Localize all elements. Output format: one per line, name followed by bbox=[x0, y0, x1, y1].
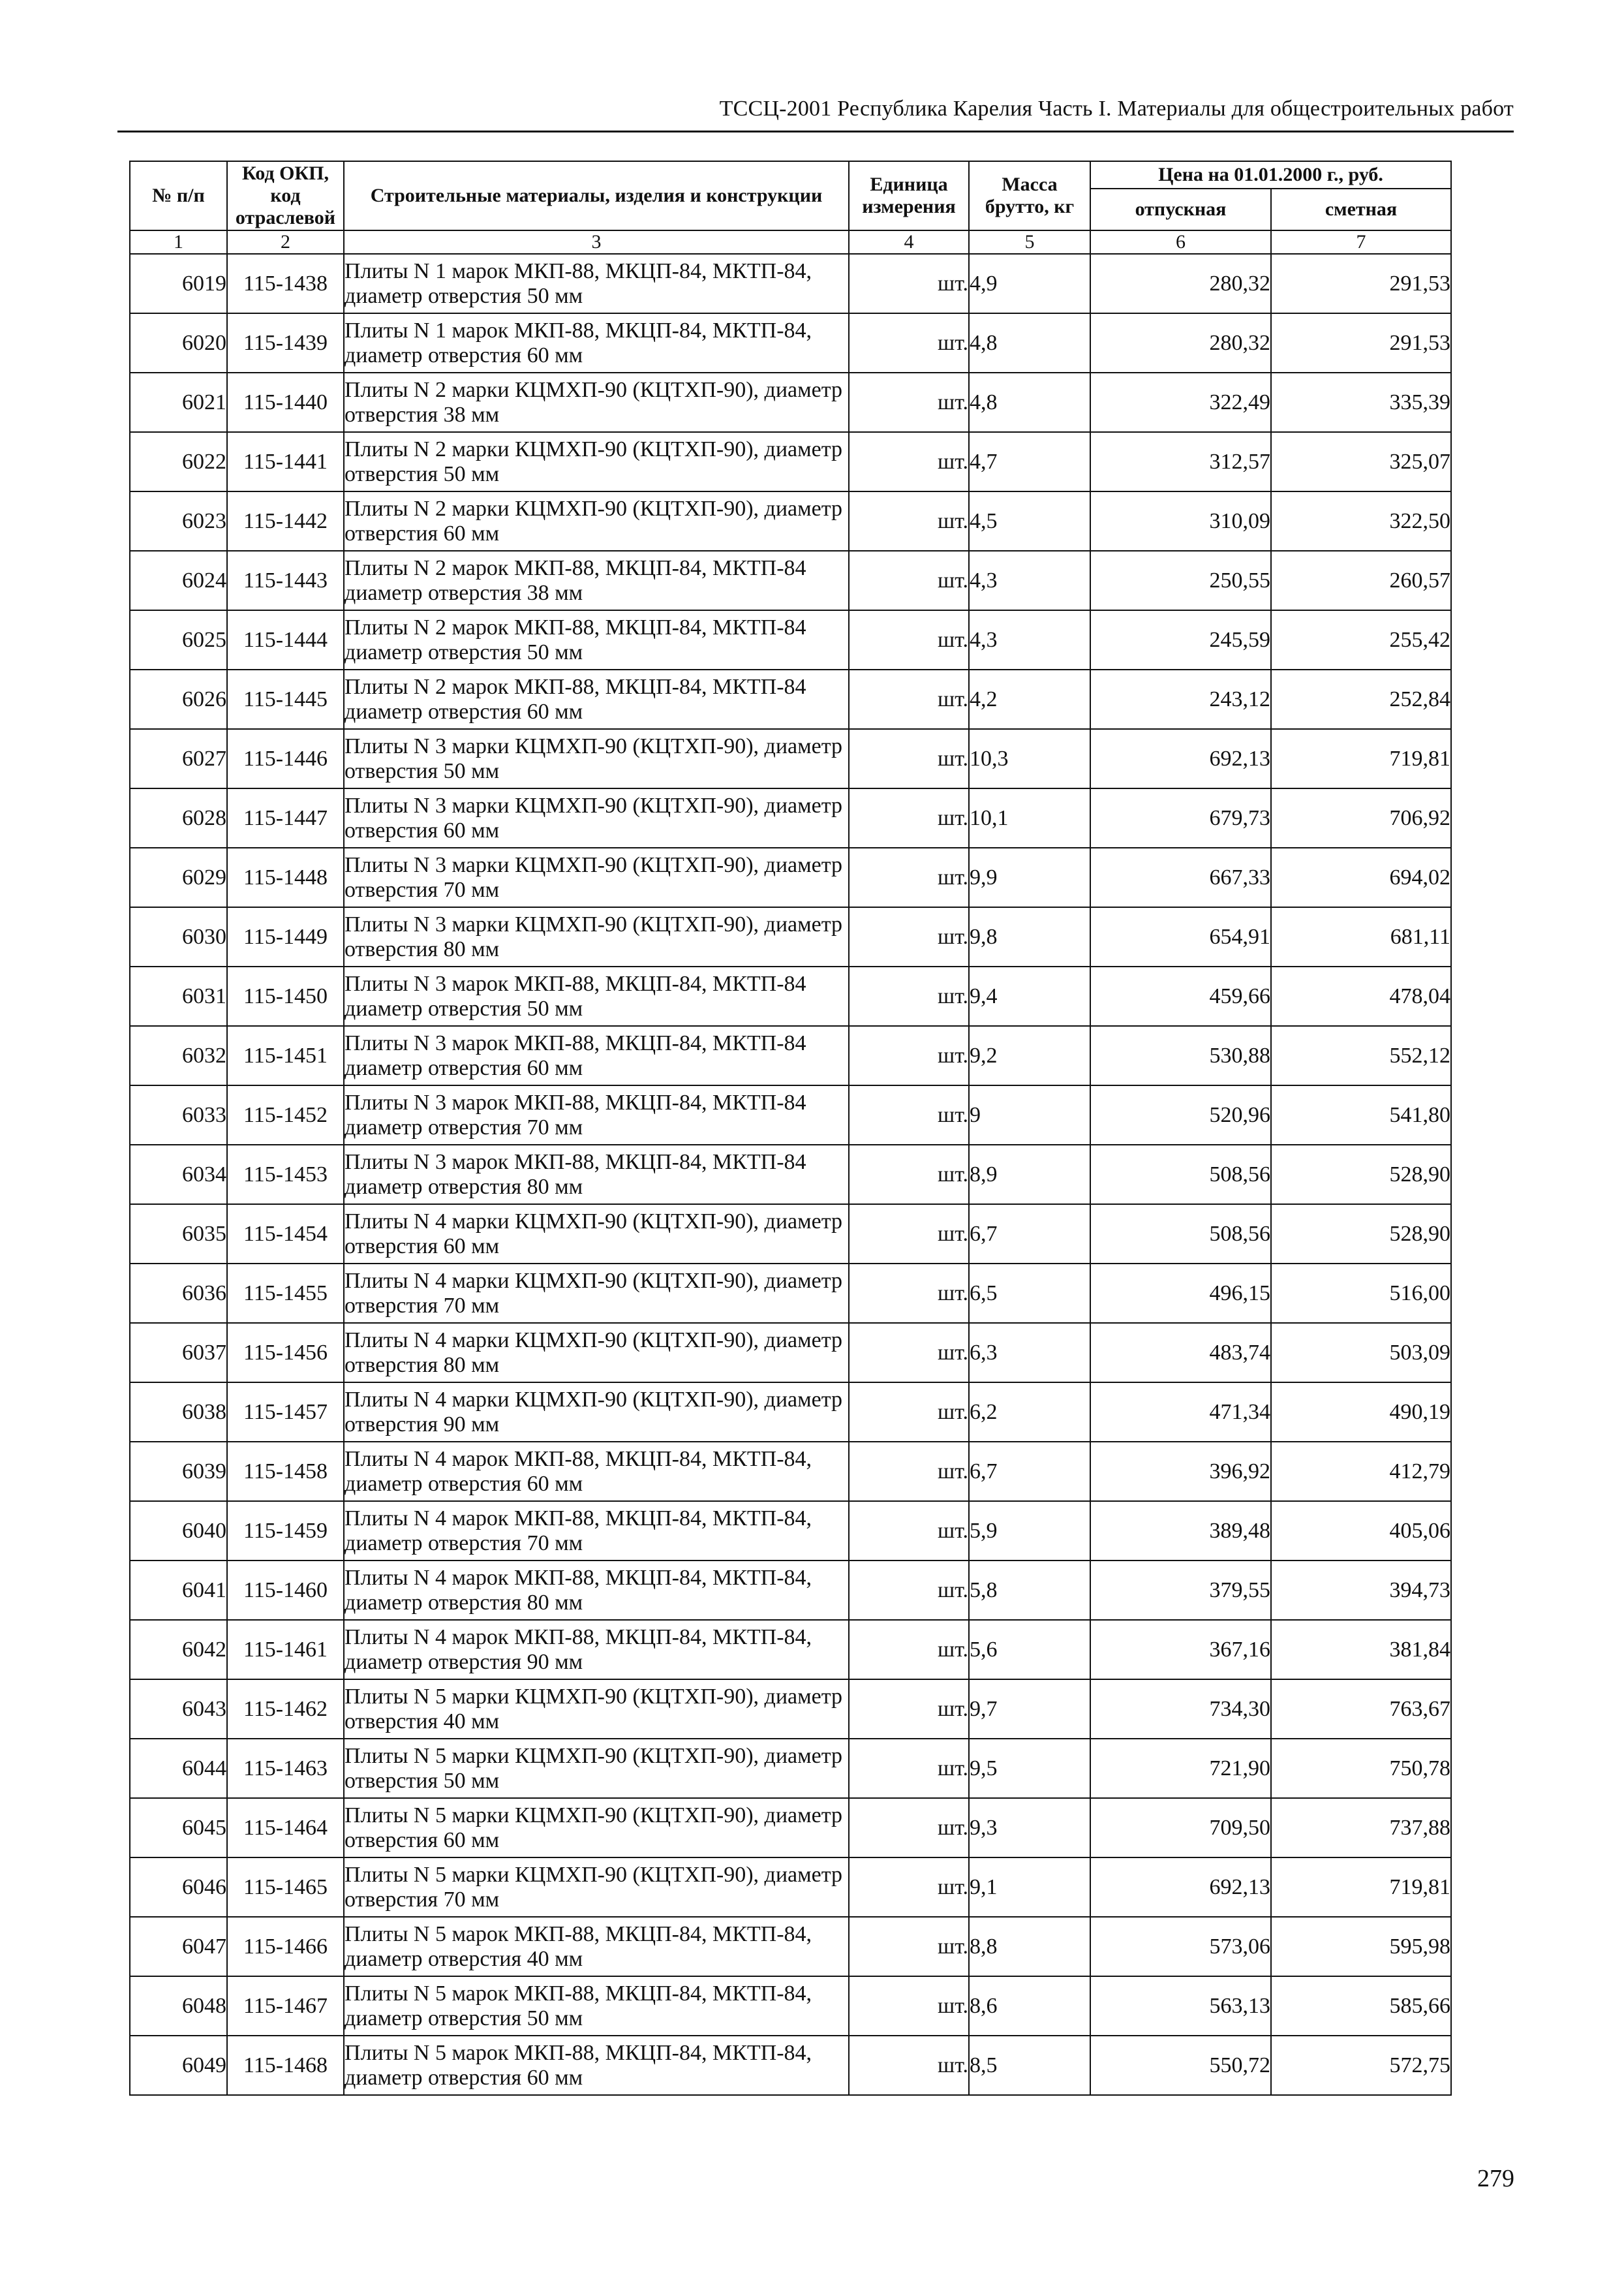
row-okp-code: 115-1457 bbox=[227, 1382, 344, 1442]
row-okp-code: 115-1449 bbox=[227, 907, 344, 967]
row-material-name: Плиты N 5 марки КЦМХП-90 (КЦТХП-90), диаметр отверстия 50 мм bbox=[344, 1739, 849, 1798]
row-okp-code: 115-1445 bbox=[227, 670, 344, 729]
table-row bbox=[130, 848, 1451, 907]
row-unit: шт. bbox=[849, 1620, 969, 1679]
row-mass: 8,6 bbox=[969, 1976, 1090, 2036]
row-mass: 8,9 bbox=[969, 1145, 1090, 1204]
row-unit: шт. bbox=[849, 788, 969, 848]
row-number: 6020 bbox=[130, 313, 227, 373]
row-mass: 10,1 bbox=[969, 788, 1090, 848]
row-mass: 4,7 bbox=[969, 432, 1090, 491]
row-okp-code: 115-1466 bbox=[227, 1917, 344, 1976]
row-mass: 9,1 bbox=[969, 1857, 1090, 1917]
row-price-release: 379,55 bbox=[1090, 1561, 1271, 1620]
table-row bbox=[130, 1382, 1451, 1442]
row-number: 6045 bbox=[130, 1798, 227, 1857]
table-row bbox=[130, 1323, 1451, 1382]
col-header-price-estimate: сметная bbox=[1271, 189, 1451, 230]
row-mass: 8,5 bbox=[969, 2036, 1090, 2095]
table-row bbox=[130, 1857, 1451, 1917]
col-header-price-release: отпускная bbox=[1090, 189, 1271, 230]
row-material-name: Плиты N 3 марки КЦМХП-90 (КЦТХП-90), диаметр отверстия 60 мм bbox=[344, 788, 849, 848]
row-okp-code: 115-1440 bbox=[227, 373, 344, 432]
row-unit: шт. bbox=[849, 1204, 969, 1264]
row-unit: шт. bbox=[849, 729, 969, 788]
row-price-release: 508,56 bbox=[1090, 1145, 1271, 1204]
column-number: 7 bbox=[1271, 230, 1451, 254]
row-number: 6036 bbox=[130, 1264, 227, 1323]
row-okp-code: 115-1453 bbox=[227, 1145, 344, 1204]
row-okp-code: 115-1454 bbox=[227, 1204, 344, 1264]
col-header-mass: Масса брутто, кг bbox=[969, 161, 1090, 230]
row-mass: 9,8 bbox=[969, 907, 1090, 967]
row-number: 6047 bbox=[130, 1917, 227, 1976]
row-unit: шт. bbox=[849, 967, 969, 1026]
row-price-estimate: 252,84 bbox=[1271, 670, 1451, 729]
table-row bbox=[130, 432, 1451, 491]
row-price-estimate: 528,90 bbox=[1271, 1145, 1451, 1204]
table-row bbox=[130, 1204, 1451, 1264]
table-row bbox=[130, 967, 1451, 1026]
row-price-estimate: 412,79 bbox=[1271, 1442, 1451, 1501]
row-unit: шт. bbox=[849, 1917, 969, 1976]
col-header-unit: Единица измерения bbox=[849, 161, 969, 230]
row-mass: 4,5 bbox=[969, 491, 1090, 551]
row-mass: 9,2 bbox=[969, 1026, 1090, 1085]
row-unit: шт. bbox=[849, 670, 969, 729]
row-price-release: 667,33 bbox=[1090, 848, 1271, 907]
row-material-name: Плиты N 3 марки КЦМХП-90 (КЦТХП-90), диаметр отверстия 70 мм bbox=[344, 848, 849, 907]
row-unit: шт. bbox=[849, 1145, 969, 1204]
row-price-estimate: 572,75 bbox=[1271, 2036, 1451, 2095]
row-unit: шт. bbox=[849, 1501, 969, 1561]
row-price-release: 322,49 bbox=[1090, 373, 1271, 432]
row-material-name: Плиты N 4 марок МКП-88, МКЦП-84, МКТП-84, диаметр отверстия 70 мм bbox=[344, 1501, 849, 1561]
table-row bbox=[130, 610, 1451, 670]
table-row bbox=[130, 907, 1451, 967]
row-material-name: Плиты N 3 марок МКП-88, МКЦП-84, МКТП-84 диаметр отверстия 60 мм bbox=[344, 1026, 849, 1085]
row-unit: шт. bbox=[849, 1798, 969, 1857]
row-price-estimate: 585,66 bbox=[1271, 1976, 1451, 2036]
row-okp-code: 115-1456 bbox=[227, 1323, 344, 1382]
row-number: 6028 bbox=[130, 788, 227, 848]
row-number: 6022 bbox=[130, 432, 227, 491]
row-mass: 4,3 bbox=[969, 551, 1090, 610]
row-mass: 4,3 bbox=[969, 610, 1090, 670]
row-mass: 9,9 bbox=[969, 848, 1090, 907]
row-mass: 4,2 bbox=[969, 670, 1090, 729]
row-unit: шт. bbox=[849, 907, 969, 967]
row-price-estimate: 478,04 bbox=[1271, 967, 1451, 1026]
row-mass: 6,3 bbox=[969, 1323, 1090, 1382]
row-number: 6048 bbox=[130, 1976, 227, 2036]
row-price-estimate: 381,84 bbox=[1271, 1620, 1451, 1679]
row-unit: шт. bbox=[849, 1561, 969, 1620]
row-unit: шт. bbox=[849, 313, 969, 373]
row-okp-code: 115-1460 bbox=[227, 1561, 344, 1620]
row-mass: 6,2 bbox=[969, 1382, 1090, 1442]
row-number: 6044 bbox=[130, 1739, 227, 1798]
table-row bbox=[130, 729, 1451, 788]
table-row bbox=[130, 1620, 1451, 1679]
row-number: 6041 bbox=[130, 1561, 227, 1620]
running-header: ТССЦ-2001 Республика Карелия Часть I. Материалы для общестроительных работ bbox=[719, 97, 1514, 121]
header-rule bbox=[117, 131, 1514, 132]
row-price-release: 367,16 bbox=[1090, 1620, 1271, 1679]
row-material-name: Плиты N 3 марки КЦМХП-90 (КЦТХП-90), диаметр отверстия 80 мм bbox=[344, 907, 849, 967]
row-price-estimate: 595,98 bbox=[1271, 1917, 1451, 1976]
row-unit: шт. bbox=[849, 491, 969, 551]
column-number: 6 bbox=[1090, 230, 1271, 254]
table-row bbox=[130, 551, 1451, 610]
row-okp-code: 115-1451 bbox=[227, 1026, 344, 1085]
row-okp-code: 115-1459 bbox=[227, 1501, 344, 1561]
table-row bbox=[130, 1145, 1451, 1204]
row-mass: 8,8 bbox=[969, 1917, 1090, 1976]
row-material-name: Плиты N 4 марки КЦМХП-90 (КЦТХП-90), диаметр отверстия 90 мм bbox=[344, 1382, 849, 1442]
table-row bbox=[130, 1501, 1451, 1561]
row-unit: шт. bbox=[849, 1739, 969, 1798]
column-number: 3 bbox=[344, 230, 849, 254]
row-price-estimate: 750,78 bbox=[1271, 1739, 1451, 1798]
row-price-release: 471,34 bbox=[1090, 1382, 1271, 1442]
table-row bbox=[130, 1026, 1451, 1085]
row-material-name: Плиты N 3 марок МКП-88, МКЦП-84, МКТП-84 диаметр отверстия 80 мм bbox=[344, 1145, 849, 1204]
row-mass: 9,7 bbox=[969, 1679, 1090, 1739]
col-header-name: Строительные материалы, изделия и конструкции bbox=[344, 161, 849, 230]
row-number: 6043 bbox=[130, 1679, 227, 1739]
row-price-estimate: 405,06 bbox=[1271, 1501, 1451, 1561]
row-number: 6038 bbox=[130, 1382, 227, 1442]
row-number: 6049 bbox=[130, 2036, 227, 2095]
row-price-release: 563,13 bbox=[1090, 1976, 1271, 2036]
row-price-release: 692,13 bbox=[1090, 729, 1271, 788]
row-price-release: 280,32 bbox=[1090, 313, 1271, 373]
row-number: 6019 bbox=[130, 254, 227, 313]
row-material-name: Плиты N 4 марок МКП-88, МКЦП-84, МКТП-84, диаметр отверстия 60 мм bbox=[344, 1442, 849, 1501]
row-okp-code: 115-1465 bbox=[227, 1857, 344, 1917]
row-material-name: Плиты N 3 марок МКП-88, МКЦП-84, МКТП-84 диаметр отверстия 70 мм bbox=[344, 1085, 849, 1145]
row-okp-code: 115-1438 bbox=[227, 254, 344, 313]
table-row bbox=[130, 1976, 1451, 2036]
row-okp-code: 115-1458 bbox=[227, 1442, 344, 1501]
row-material-name: Плиты N 1 марок МКП-88, МКЦП-84, МКТП-84, диаметр отверстия 50 мм bbox=[344, 254, 849, 313]
table-row bbox=[130, 2036, 1451, 2095]
row-price-estimate: 763,67 bbox=[1271, 1679, 1451, 1739]
row-unit: шт. bbox=[849, 1857, 969, 1917]
row-material-name: Плиты N 2 марок МКП-88, МКЦП-84, МКТП-84 диаметр отверстия 60 мм bbox=[344, 670, 849, 729]
table-row bbox=[130, 1917, 1451, 1976]
row-material-name: Плиты N 5 марки КЦМХП-90 (КЦТХП-90), диаметр отверстия 70 мм bbox=[344, 1857, 849, 1917]
table-body bbox=[130, 254, 1451, 2095]
row-price-release: 243,12 bbox=[1090, 670, 1271, 729]
row-price-estimate: 490,19 bbox=[1271, 1382, 1451, 1442]
row-material-name: Плиты N 2 марок МКП-88, МКЦП-84, МКТП-84 диаметр отверстия 50 мм bbox=[344, 610, 849, 670]
row-okp-code: 115-1447 bbox=[227, 788, 344, 848]
row-price-release: 709,50 bbox=[1090, 1798, 1271, 1857]
row-material-name: Плиты N 2 марки КЦМХП-90 (КЦТХП-90), диаметр отверстия 60 мм bbox=[344, 491, 849, 551]
row-mass: 9,4 bbox=[969, 967, 1090, 1026]
row-unit: шт. bbox=[849, 1264, 969, 1323]
row-unit: шт. bbox=[849, 551, 969, 610]
row-price-estimate: 322,50 bbox=[1271, 491, 1451, 551]
row-unit: шт. bbox=[849, 1442, 969, 1501]
row-price-release: 520,96 bbox=[1090, 1085, 1271, 1145]
row-price-release: 496,15 bbox=[1090, 1264, 1271, 1323]
row-unit: шт. bbox=[849, 1679, 969, 1739]
row-price-estimate: 291,53 bbox=[1271, 313, 1451, 373]
row-number: 6034 bbox=[130, 1145, 227, 1204]
row-mass: 5,9 bbox=[969, 1501, 1090, 1561]
header-row-1 bbox=[130, 161, 1451, 189]
row-price-estimate: 260,57 bbox=[1271, 551, 1451, 610]
row-price-estimate: 706,92 bbox=[1271, 788, 1451, 848]
row-unit: шт. bbox=[849, 373, 969, 432]
row-number: 6046 bbox=[130, 1857, 227, 1917]
row-number: 6032 bbox=[130, 1026, 227, 1085]
row-price-estimate: 291,53 bbox=[1271, 254, 1451, 313]
row-mass: 6,7 bbox=[969, 1204, 1090, 1264]
row-unit: шт. bbox=[849, 848, 969, 907]
row-material-name: Плиты N 4 марки КЦМХП-90 (КЦТХП-90), диаметр отверстия 80 мм bbox=[344, 1323, 849, 1382]
row-unit: шт. bbox=[849, 1323, 969, 1382]
table-row bbox=[130, 313, 1451, 373]
row-okp-code: 115-1439 bbox=[227, 313, 344, 373]
row-price-estimate: 394,73 bbox=[1271, 1561, 1451, 1620]
table-row bbox=[130, 491, 1451, 551]
table-row bbox=[130, 1798, 1451, 1857]
row-material-name: Плиты N 4 марки КЦМХП-90 (КЦТХП-90), диаметр отверстия 70 мм bbox=[344, 1264, 849, 1323]
row-price-release: 310,09 bbox=[1090, 491, 1271, 551]
row-mass: 4,8 bbox=[969, 373, 1090, 432]
row-material-name: Плиты N 1 марок МКП-88, МКЦП-84, МКТП-84, диаметр отверстия 60 мм bbox=[344, 313, 849, 373]
row-number: 6021 bbox=[130, 373, 227, 432]
row-number: 6024 bbox=[130, 551, 227, 610]
row-number: 6026 bbox=[130, 670, 227, 729]
row-material-name: Плиты N 3 марок МКП-88, МКЦП-84, МКТП-84 диаметр отверстия 50 мм bbox=[344, 967, 849, 1026]
column-number: 4 bbox=[849, 230, 969, 254]
row-unit: шт. bbox=[849, 1085, 969, 1145]
row-okp-code: 115-1441 bbox=[227, 432, 344, 491]
row-price-release: 692,13 bbox=[1090, 1857, 1271, 1917]
row-number: 6023 bbox=[130, 491, 227, 551]
row-number: 6042 bbox=[130, 1620, 227, 1679]
row-unit: шт. bbox=[849, 1382, 969, 1442]
row-price-estimate: 541,80 bbox=[1271, 1085, 1451, 1145]
row-mass: 5,8 bbox=[969, 1561, 1090, 1620]
row-okp-code: 115-1467 bbox=[227, 1976, 344, 2036]
row-number: 6025 bbox=[130, 610, 227, 670]
row-number: 6033 bbox=[130, 1085, 227, 1145]
row-okp-code: 115-1464 bbox=[227, 1798, 344, 1857]
row-price-estimate: 719,81 bbox=[1271, 729, 1451, 788]
row-unit: шт. bbox=[849, 2036, 969, 2095]
row-material-name: Плиты N 5 марок МКП-88, МКЦП-84, МКТП-84, диаметр отверстия 60 мм bbox=[344, 2036, 849, 2095]
row-price-release: 530,88 bbox=[1090, 1026, 1271, 1085]
row-mass: 10,3 bbox=[969, 729, 1090, 788]
col-header-code: Код ОКП, код отраслевой bbox=[227, 161, 344, 230]
column-number-row bbox=[130, 230, 1451, 254]
row-price-estimate: 335,39 bbox=[1271, 373, 1451, 432]
row-number: 6030 bbox=[130, 907, 227, 967]
row-price-release: 573,06 bbox=[1090, 1917, 1271, 1976]
row-okp-code: 115-1461 bbox=[227, 1620, 344, 1679]
row-okp-code: 115-1452 bbox=[227, 1085, 344, 1145]
row-price-estimate: 516,00 bbox=[1271, 1264, 1451, 1323]
row-material-name: Плиты N 5 марок МКП-88, МКЦП-84, МКТП-84, диаметр отверстия 50 мм bbox=[344, 1976, 849, 2036]
row-number: 6039 bbox=[130, 1442, 227, 1501]
row-material-name: Плиты N 2 марки КЦМХП-90 (КЦТХП-90), диаметр отверстия 38 мм bbox=[344, 373, 849, 432]
row-mass: 9,3 bbox=[969, 1798, 1090, 1857]
table-row bbox=[130, 1264, 1451, 1323]
table-row bbox=[130, 1739, 1451, 1798]
row-unit: шт. bbox=[849, 610, 969, 670]
col-header-price: Цена на 01.01.2000 г., руб. bbox=[1090, 161, 1451, 189]
row-number: 6027 bbox=[130, 729, 227, 788]
row-price-release: 483,74 bbox=[1090, 1323, 1271, 1382]
table-row bbox=[130, 1561, 1451, 1620]
row-unit: шт. bbox=[849, 432, 969, 491]
row-price-estimate: 681,11 bbox=[1271, 907, 1451, 967]
column-number: 2 bbox=[227, 230, 344, 254]
row-unit: шт. bbox=[849, 1976, 969, 2036]
row-material-name: Плиты N 5 марок МКП-88, МКЦП-84, МКТП-84, диаметр отверстия 40 мм bbox=[344, 1917, 849, 1976]
row-price-release: 721,90 bbox=[1090, 1739, 1271, 1798]
table-row bbox=[130, 1085, 1451, 1145]
row-number: 6031 bbox=[130, 967, 227, 1026]
table-row bbox=[130, 254, 1451, 313]
row-okp-code: 115-1443 bbox=[227, 551, 344, 610]
row-okp-code: 115-1463 bbox=[227, 1739, 344, 1798]
row-material-name: Плиты N 3 марки КЦМХП-90 (КЦТХП-90), диаметр отверстия 50 мм bbox=[344, 729, 849, 788]
table-row bbox=[130, 670, 1451, 729]
row-mass: 6,5 bbox=[969, 1264, 1090, 1323]
row-mass: 9,5 bbox=[969, 1739, 1090, 1798]
row-price-estimate: 503,09 bbox=[1271, 1323, 1451, 1382]
row-okp-code: 115-1444 bbox=[227, 610, 344, 670]
table-row bbox=[130, 373, 1451, 432]
row-material-name: Плиты N 4 марок МКП-88, МКЦП-84, МКТП-84, диаметр отверстия 80 мм bbox=[344, 1561, 849, 1620]
row-okp-code: 115-1446 bbox=[227, 729, 344, 788]
row-material-name: Плиты N 5 марки КЦМХП-90 (КЦТХП-90), диаметр отверстия 60 мм bbox=[344, 1798, 849, 1857]
row-material-name: Плиты N 2 марки КЦМХП-90 (КЦТХП-90), диаметр отверстия 50 мм bbox=[344, 432, 849, 491]
row-price-release: 679,73 bbox=[1090, 788, 1271, 848]
row-price-estimate: 255,42 bbox=[1271, 610, 1451, 670]
row-mass: 4,9 bbox=[969, 254, 1090, 313]
row-price-release: 508,56 bbox=[1090, 1204, 1271, 1264]
row-price-release: 312,57 bbox=[1090, 432, 1271, 491]
table-row bbox=[130, 1442, 1451, 1501]
row-okp-code: 115-1448 bbox=[227, 848, 344, 907]
row-number: 6040 bbox=[130, 1501, 227, 1561]
row-price-estimate: 528,90 bbox=[1271, 1204, 1451, 1264]
row-unit: шт. bbox=[849, 1026, 969, 1085]
row-price-release: 654,91 bbox=[1090, 907, 1271, 967]
row-mass: 4,8 bbox=[969, 313, 1090, 373]
row-material-name: Плиты N 4 марок МКП-88, МКЦП-84, МКТП-84, диаметр отверстия 90 мм bbox=[344, 1620, 849, 1679]
row-mass: 5,6 bbox=[969, 1620, 1090, 1679]
table-row bbox=[130, 788, 1451, 848]
row-price-estimate: 719,81 bbox=[1271, 1857, 1451, 1917]
row-number: 6037 bbox=[130, 1323, 227, 1382]
row-number: 6035 bbox=[130, 1204, 227, 1264]
column-number: 5 bbox=[969, 230, 1090, 254]
row-price-release: 280,32 bbox=[1090, 254, 1271, 313]
row-price-release: 459,66 bbox=[1090, 967, 1271, 1026]
row-material-name: Плиты N 5 марки КЦМХП-90 (КЦТХП-90), диаметр отверстия 40 мм bbox=[344, 1679, 849, 1739]
table-row bbox=[130, 1679, 1451, 1739]
row-material-name: Плиты N 4 марки КЦМХП-90 (КЦТХП-90), диаметр отверстия 60 мм bbox=[344, 1204, 849, 1264]
row-price-estimate: 552,12 bbox=[1271, 1026, 1451, 1085]
column-number: 1 bbox=[130, 230, 227, 254]
row-price-release: 396,92 bbox=[1090, 1442, 1271, 1501]
row-price-release: 734,30 bbox=[1090, 1679, 1271, 1739]
row-okp-code: 115-1462 bbox=[227, 1679, 344, 1739]
row-price-estimate: 694,02 bbox=[1271, 848, 1451, 907]
row-price-release: 550,72 bbox=[1090, 2036, 1271, 2095]
row-price-release: 250,55 bbox=[1090, 551, 1271, 610]
row-okp-code: 115-1442 bbox=[227, 491, 344, 551]
row-price-estimate: 737,88 bbox=[1271, 1798, 1451, 1857]
page-number: 279 bbox=[1477, 2165, 1514, 2192]
row-number: 6029 bbox=[130, 848, 227, 907]
col-header-n: № п/п bbox=[130, 161, 227, 230]
row-unit: шт. bbox=[849, 254, 969, 313]
row-material-name: Плиты N 2 марок МКП-88, МКЦП-84, МКТП-84 диаметр отверстия 38 мм bbox=[344, 551, 849, 610]
materials-table bbox=[129, 161, 1452, 2096]
row-price-release: 389,48 bbox=[1090, 1501, 1271, 1561]
row-mass: 6,7 bbox=[969, 1442, 1090, 1501]
row-okp-code: 115-1468 bbox=[227, 2036, 344, 2095]
row-price-release: 245,59 bbox=[1090, 610, 1271, 670]
row-okp-code: 115-1455 bbox=[227, 1264, 344, 1323]
row-price-estimate: 325,07 bbox=[1271, 432, 1451, 491]
row-okp-code: 115-1450 bbox=[227, 967, 344, 1026]
row-mass: 9 bbox=[969, 1085, 1090, 1145]
